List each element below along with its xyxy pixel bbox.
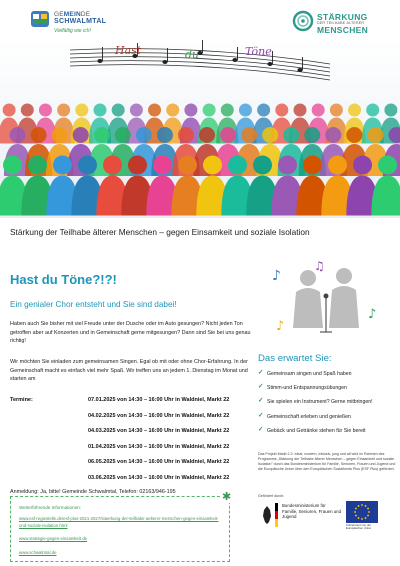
singing-figures-illustration: [268, 258, 386, 338]
staerkung-teilhabe-logo: [292, 8, 387, 38]
expectations-title: Das erwartet Sie:: [258, 353, 332, 364]
registration-info: Anmeldung: Ja, bitte! Gemeinde Schwalmtal, Telefon: 02163/946-195: [10, 489, 176, 495]
eu-star-icon: [354, 511, 356, 513]
eu-star-icon: [355, 508, 357, 510]
link-esf-regiestelle[interactable]: www.esf-regiestelle.de/esf-plus-2021-2027/staerkung-der-teilhabe-aelterer-menschen-gegen-einsamkeit-und-soziale-isolation.html: [19, 516, 219, 528]
eu-star-icon: [361, 504, 363, 506]
sub-headline: Ein genialer Chor entsteht und Sie sind dabei!: [10, 300, 177, 309]
intro-paragraph: Haben auch Sie bisher mit viel Freude unter der Dusche oder im Auto gesungen? Nicht jeden Ton getroffen aber auf Konzerten und in Gemeinschaft gerne mitgesungen? Dann sind Sie bei uns genau richtig!: [10, 321, 251, 345]
checkmark-icon: ✓: [258, 411, 264, 419]
eu-star-icon: [358, 505, 360, 507]
funding-disclaimer: Das Projekt Markt 2.2: Ideal, modern, inklusiv, jung und alt wird im Rahmen des Programms „Stärkung der Teilhabe älterer Menschen – gegen Einsamkeit und soziale Isolation" durch das Bundesministerium für Familie, Senioren, Frauen und Jugend und die Europäische Union über den Europäischen Sozialfonds Plus (ESF Plus) gefördert.: [258, 452, 396, 471]
link-strategie-gegen-einsamkeit[interactable]: www.strategie-gegen-einsamkeit.de: [19, 536, 88, 541]
svg-text:♪: ♪: [276, 319, 285, 334]
logo-staerkung: STÄRKUNG: [317, 12, 368, 22]
list-item: ✓ Sie spielen ein Instrument? Gerne mitbringen!: [258, 397, 373, 406]
hero-word-toene: Töne: [245, 45, 272, 58]
hero-word-hast: Hast: [115, 44, 142, 57]
german-flag-icon: [275, 503, 278, 527]
eu-star-icon: [367, 515, 369, 517]
municipality-logo-icon: [30, 9, 50, 29]
list-item: ✓ Stimm-und Entspannungsübungen: [258, 383, 347, 392]
choir-illustration: [0, 40, 400, 218]
checkmark-icon: ✓: [258, 369, 264, 376]
logo-slogan: Vielfältig wie ich!: [54, 28, 91, 34]
termine-label: Termine:: [10, 397, 33, 403]
svg-text:♪: ♪: [272, 268, 281, 284]
teilhabe-ring-logo-icon: [292, 10, 314, 32]
termin-item: 07.01.2025 von 14:30 – 16:00 Uhr in Waldniel, Markt 22: [88, 397, 230, 403]
invitation-paragraph: Wir möchten Sie einladen zum gemeinsamen Singen. Egal ob mit oder ohne Chor-Erfahrung. In der Gemeinschaft macht es einfach viel mehr Spaß. Wir treffen uns an jedem 1. Dienstag im Monat und starten am: [10, 359, 248, 383]
link-schwalmtal[interactable]: www.schwalmtal.de: [19, 550, 57, 555]
eu-star-icon: [365, 517, 367, 519]
intro-headline: Stärkung der Teilhabe älterer Menschen – gegen Einsamkeit und soziale Isolation: [10, 227, 310, 237]
eu-flag-icon: [346, 501, 378, 523]
hero-word-du: du: [185, 48, 200, 61]
asterisk-icon: ✱: [222, 491, 232, 503]
eu-star-icon: [358, 517, 360, 519]
checkmark-icon: ✓: [258, 397, 264, 405]
federal-eagle-icon: [262, 504, 272, 526]
eu-star-icon: [365, 505, 367, 507]
list-item: ✓ Gebäck und Getränke stehen für Sie bereit: [258, 425, 366, 434]
termin-item: 06.05.2025 von 14:30 – 16:00 Uhr in Waldniel, Markt 22: [88, 459, 230, 465]
checkmark-icon: ✓: [258, 425, 264, 433]
logo-menschen: MENSCHEN: [317, 25, 369, 35]
eu-star-icon: [368, 511, 370, 513]
eu-star-icon: [361, 518, 363, 520]
main-headline: Hast du Töne?!?!: [10, 272, 117, 287]
eu-star-icon: [355, 515, 357, 517]
logo-teilhabe: DER TEILHABE ÄLTERER: [317, 21, 365, 25]
termin-item: 01.04.2025 von 14:30 – 16:00 Uhr in Waldniel, Markt 22: [88, 443, 230, 450]
further-info-title: Weiterführende Informationen:: [19, 505, 81, 510]
logo-line-gemeinde: GEMEINDE: [54, 11, 91, 18]
ministry-name: Bundesministerium für Familie, Senioren, Frauen und Jugend: [282, 503, 342, 520]
svg-text:♪: ♪: [368, 307, 377, 322]
gemeinde-schwalmtal-logo: [30, 7, 140, 37]
ministry-logo: [262, 502, 342, 532]
termin-item: 03.06.2025 von 14:30 – 16:00 Uhr in Waldniel, Markt 22: [88, 474, 230, 481]
eu-cofunding-logo: [346, 501, 380, 531]
list-item: ✓ Gemeinschaft erleben und genießen: [258, 411, 351, 420]
termin-item: 04.03.2025 von 14:30 – 16:00 Uhr in Waldniel, Markt 22: [88, 428, 230, 434]
eu-cofunding-text: Kofinanziert von der Europäischen Union: [346, 523, 372, 531]
logo-line-schwalmtal: SCHWALMTAL: [54, 18, 107, 25]
termin-item: 04.02.2025 von 14:30 – 16:00 Uhr in Waldniel, Markt 22: [88, 412, 230, 419]
list-item: ✓ Gemeinsam singen und Spaß haben: [258, 369, 352, 377]
checkmark-icon: ✓: [258, 383, 264, 391]
funding-label: Gefördert durch:: [258, 494, 285, 498]
eu-star-icon: [367, 508, 369, 510]
expectations-list: [258, 371, 398, 442]
svg-text:♫: ♫: [314, 259, 325, 273]
